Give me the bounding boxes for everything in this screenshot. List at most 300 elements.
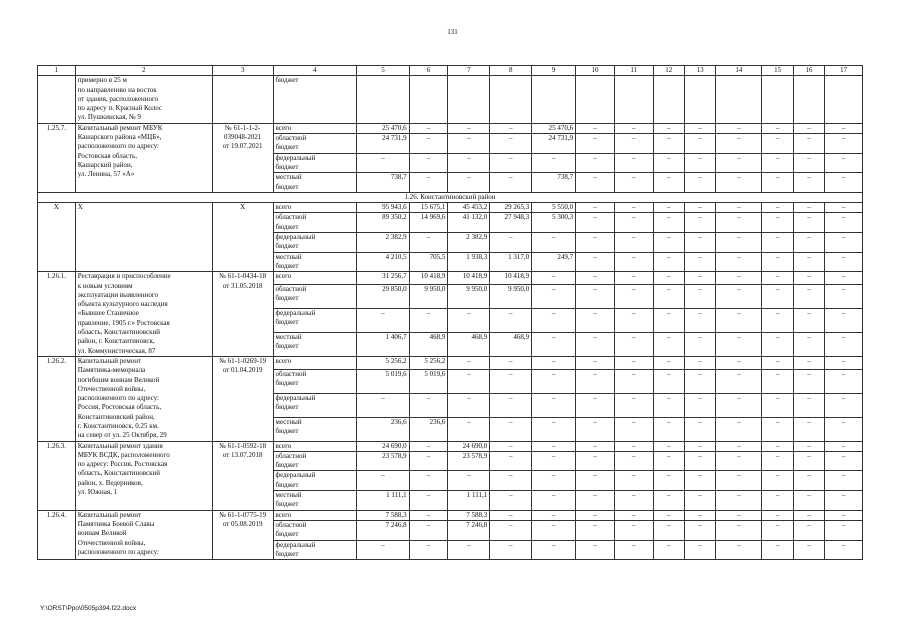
value-cell: 738,7 bbox=[532, 173, 576, 193]
header-cell: 13 bbox=[684, 66, 715, 76]
value-cell: – bbox=[357, 393, 409, 417]
value-cell: 23 578,9 bbox=[357, 451, 409, 471]
item-description: Капитальный ремонт МБУК Кашарского района «МЦБ», расположенного по адресу: Ростовская область, Кашарский район, ул. Ленина, 57 «А» bbox=[75, 123, 212, 192]
value-cell: 1 111,1 bbox=[357, 491, 409, 511]
value-cell: – bbox=[490, 393, 532, 417]
value-cell: 24 731,9 bbox=[532, 134, 576, 154]
value-cell: 23 578,9 bbox=[448, 451, 490, 471]
header-cell: 6 bbox=[409, 66, 448, 76]
value-cell: – bbox=[825, 510, 863, 520]
value-cell: – bbox=[762, 369, 793, 393]
value-cell: – bbox=[762, 173, 793, 193]
funding-source: всего bbox=[273, 272, 357, 285]
value-cell: – bbox=[576, 540, 615, 560]
value-cell: – bbox=[614, 520, 653, 540]
value-cell: 468,9 bbox=[448, 332, 490, 356]
value-cell: 236,6 bbox=[409, 417, 448, 441]
item-document: № 61-1-1-2- 039048-2021 от 19.07.2021 bbox=[212, 123, 273, 192]
value-cell: – bbox=[532, 393, 576, 417]
value-cell: – bbox=[490, 308, 532, 332]
value-cell: – bbox=[716, 252, 762, 272]
item-number: 1.26.2. bbox=[38, 356, 76, 441]
value-cell: 24 690,0 bbox=[357, 441, 409, 451]
value-cell: – bbox=[490, 441, 532, 451]
value-cell: – bbox=[576, 356, 615, 369]
value-cell: – bbox=[762, 134, 793, 154]
value-cell: 1 111,1 bbox=[448, 491, 490, 511]
value-cell: – bbox=[793, 540, 824, 560]
value-cell: – bbox=[716, 471, 762, 491]
value-cell: – bbox=[653, 203, 684, 213]
value-cell: – bbox=[716, 369, 762, 393]
funding-source: федеральный бюджет bbox=[273, 540, 357, 560]
funding-source: всего bbox=[273, 203, 357, 213]
value-cell: – bbox=[762, 356, 793, 369]
value-cell: – bbox=[684, 173, 715, 193]
item-document: № 61-1-0775-19 от 05.08.2019 bbox=[212, 510, 273, 559]
table-row bbox=[38, 356, 863, 369]
value-cell: – bbox=[793, 491, 824, 511]
header-cell: 5 bbox=[357, 66, 409, 76]
funding-source: областной бюджет bbox=[273, 451, 357, 471]
value-cell: – bbox=[825, 393, 863, 417]
value-cell: – bbox=[409, 393, 448, 417]
value-cell: 4 210,5 bbox=[357, 252, 409, 272]
value-cell: – bbox=[762, 451, 793, 471]
funding-source: федеральный бюджет bbox=[273, 471, 357, 491]
value-cell: – bbox=[653, 369, 684, 393]
value-cell: – bbox=[614, 356, 653, 369]
value-cell: – bbox=[576, 510, 615, 520]
value-cell: – bbox=[793, 272, 824, 285]
value-cell: – bbox=[653, 284, 684, 308]
value-cell: – bbox=[532, 451, 576, 471]
value-cell: – bbox=[653, 308, 684, 332]
value-cell: – bbox=[532, 510, 576, 520]
value-cell: – bbox=[762, 203, 793, 213]
value-cell: – bbox=[762, 441, 793, 451]
value-cell: – bbox=[448, 308, 490, 332]
value-cell: – bbox=[532, 332, 576, 356]
value-cell: – bbox=[825, 252, 863, 272]
value-cell: – bbox=[614, 393, 653, 417]
budget-table bbox=[37, 65, 863, 560]
value-cell: – bbox=[793, 332, 824, 356]
funding-source: областной бюджет bbox=[273, 284, 357, 308]
value-cell: – bbox=[409, 308, 448, 332]
value-cell: 7 588,3 bbox=[448, 510, 490, 520]
value-cell: – bbox=[716, 203, 762, 213]
value-cell: – bbox=[684, 510, 715, 520]
value-cell: 738,7 bbox=[357, 173, 409, 193]
value-cell: – bbox=[409, 451, 448, 471]
value-cell: – bbox=[409, 173, 448, 193]
funding-source: областной бюджет bbox=[273, 134, 357, 154]
funding-source: местный бюджет bbox=[273, 252, 357, 272]
value-cell: – bbox=[825, 471, 863, 491]
value-cell: – bbox=[716, 272, 762, 285]
value-cell: – bbox=[762, 153, 793, 173]
funding-source: местный бюджет bbox=[273, 173, 357, 193]
value-cell: – bbox=[653, 417, 684, 441]
value-cell: – bbox=[762, 272, 793, 285]
value-cell: 29 850,0 bbox=[357, 284, 409, 308]
funding-source: федеральный бюджет bbox=[273, 153, 357, 173]
value-cell: 2 382,9 bbox=[357, 233, 409, 253]
value-cell: – bbox=[576, 451, 615, 471]
value-cell: – bbox=[793, 203, 824, 213]
value-cell: – bbox=[762, 284, 793, 308]
header-cell: 15 bbox=[762, 66, 793, 76]
value-cell: 10 418,9 bbox=[490, 272, 532, 285]
value-cell: – bbox=[716, 451, 762, 471]
header-cell: 8 bbox=[490, 66, 532, 76]
table-row bbox=[38, 203, 863, 213]
value-cell: – bbox=[825, 233, 863, 253]
value-cell: – bbox=[490, 471, 532, 491]
item-document: № 61-1-0269-19 от 01.04.2019 bbox=[212, 356, 273, 441]
value-cell: – bbox=[793, 441, 824, 451]
value-cell: – bbox=[576, 284, 615, 308]
value-cell: – bbox=[448, 173, 490, 193]
value-cell: – bbox=[576, 272, 615, 285]
funding-source: всего bbox=[273, 123, 357, 133]
value-cell: – bbox=[825, 134, 863, 154]
item-description: Реставрация и приспособление к новым условиям эксплуатации выявленного объекта культурного наследия «Бывшее Станичное правление, 1905 г.» Ростовская область, Константиновский район, г. Константиновск, ул. Коммунистическая, 87 bbox=[75, 272, 212, 357]
header-cell: 4 bbox=[273, 66, 357, 76]
value-cell: – bbox=[684, 213, 715, 233]
value-cell: – bbox=[576, 491, 615, 511]
value-cell: – bbox=[532, 284, 576, 308]
value-cell: 7 246,8 bbox=[448, 520, 490, 540]
value-cell: – bbox=[716, 393, 762, 417]
value-cell: – bbox=[532, 233, 576, 253]
funding-source: всего bbox=[273, 510, 357, 520]
value-cell: – bbox=[532, 491, 576, 511]
value-cell: – bbox=[409, 510, 448, 520]
value-cell: – bbox=[409, 491, 448, 511]
value-cell: – bbox=[653, 393, 684, 417]
value-cell: – bbox=[825, 451, 863, 471]
value-cell: – bbox=[684, 520, 715, 540]
value-cell: – bbox=[614, 491, 653, 511]
value-cell: 9 950,0 bbox=[490, 284, 532, 308]
item-number: 1.26.3. bbox=[38, 441, 76, 510]
value-cell: – bbox=[490, 123, 532, 133]
value-cell: – bbox=[762, 471, 793, 491]
value-cell: – bbox=[793, 471, 824, 491]
value-cell: 705,5 bbox=[409, 252, 448, 272]
value-cell: 7 246,8 bbox=[357, 520, 409, 540]
value-cell: – bbox=[576, 441, 615, 451]
value-cell: – bbox=[825, 540, 863, 560]
value-cell: 5 300,3 bbox=[532, 213, 576, 233]
value-cell: – bbox=[762, 332, 793, 356]
value-cell: – bbox=[793, 284, 824, 308]
value-cell: – bbox=[793, 356, 824, 369]
header-cell: 16 bbox=[793, 66, 824, 76]
value-cell: – bbox=[490, 510, 532, 520]
value-cell: – bbox=[576, 332, 615, 356]
item-description: Капитальный ремонт Памятника-мемориала погибшим воинам Великой Отечественной войны, расположенного по адресу: Россия, Ростовская область, Константиновский район, г. Константиновск, 0.25 км. на север от ул. 25 Октября, 29 bbox=[75, 356, 212, 441]
value-cell: – bbox=[409, 233, 448, 253]
value-cell: – bbox=[614, 123, 653, 133]
value-cell: – bbox=[409, 520, 448, 540]
value-cell: – bbox=[653, 356, 684, 369]
value-cell: 5 256,2 bbox=[409, 356, 448, 369]
header-cell: 2 bbox=[75, 66, 212, 76]
value-cell: – bbox=[716, 123, 762, 133]
value-cell: – bbox=[793, 233, 824, 253]
value-cell: – bbox=[490, 451, 532, 471]
table-row bbox=[38, 441, 863, 451]
value-cell: – bbox=[653, 491, 684, 511]
header-cell: 10 bbox=[576, 66, 615, 76]
value-cell: – bbox=[653, 252, 684, 272]
item-document: X bbox=[212, 203, 273, 272]
value-cell: 89 350,2 bbox=[357, 213, 409, 233]
value-cell: – bbox=[614, 510, 653, 520]
value-cell: – bbox=[614, 203, 653, 213]
value-cell: – bbox=[614, 417, 653, 441]
value-cell: – bbox=[793, 134, 824, 154]
value-cell: – bbox=[716, 441, 762, 451]
value-cell: – bbox=[716, 356, 762, 369]
value-cell: – bbox=[684, 369, 715, 393]
header-cell: 11 bbox=[614, 66, 653, 76]
value-cell: – bbox=[614, 369, 653, 393]
value-cell: – bbox=[762, 123, 793, 133]
value-cell: – bbox=[614, 252, 653, 272]
value-cell: – bbox=[614, 441, 653, 451]
value-cell: – bbox=[762, 308, 793, 332]
funding-source: федеральный бюджет bbox=[273, 308, 357, 332]
value-cell: – bbox=[576, 417, 615, 441]
value-cell: 15 675,1 bbox=[409, 203, 448, 213]
value-cell: – bbox=[409, 540, 448, 560]
value-cell: – bbox=[576, 471, 615, 491]
value-cell: – bbox=[448, 393, 490, 417]
value-cell: – bbox=[684, 332, 715, 356]
value-cell: – bbox=[653, 123, 684, 133]
value-cell: – bbox=[653, 233, 684, 253]
value-cell: 95 943,6 bbox=[357, 203, 409, 213]
value-cell: 5 019,6 bbox=[409, 369, 448, 393]
value-cell: – bbox=[684, 134, 715, 154]
value-cell: – bbox=[357, 308, 409, 332]
funding-source: областной бюджет bbox=[273, 369, 357, 393]
value-cell: – bbox=[684, 284, 715, 308]
value-cell: – bbox=[684, 393, 715, 417]
value-cell: – bbox=[684, 153, 715, 173]
value-cell: – bbox=[653, 520, 684, 540]
value-cell: – bbox=[825, 153, 863, 173]
value-cell: – bbox=[576, 520, 615, 540]
value-cell: 45 453,2 bbox=[448, 203, 490, 213]
value-cell: – bbox=[448, 417, 490, 441]
value-cell: – bbox=[653, 173, 684, 193]
value-cell: – bbox=[490, 233, 532, 253]
file-path-footer: Y:\ORST\Ppo\0505p394.f22.docx bbox=[40, 605, 137, 612]
value-cell: – bbox=[614, 272, 653, 285]
value-cell: – bbox=[762, 233, 793, 253]
value-cell: 2 382,9 bbox=[448, 233, 490, 253]
value-cell: 9 950,0 bbox=[409, 284, 448, 308]
item-description: Капитальный ремонт здания МБУК ВСДК, расположенного по адресу: Россия, Ростовская область, Константиновский район, х. Ведерников, ул. Южная, 1 bbox=[75, 441, 212, 510]
value-cell: – bbox=[448, 540, 490, 560]
value-cell: 29 265,3 bbox=[490, 203, 532, 213]
funding-source: всего bbox=[273, 356, 357, 369]
value-cell: 468,9 bbox=[490, 332, 532, 356]
header-cell: 1 bbox=[38, 66, 76, 76]
value-cell: – bbox=[793, 520, 824, 540]
item-number: 1.26.4. bbox=[38, 510, 76, 559]
value-cell: – bbox=[716, 153, 762, 173]
value-cell: – bbox=[614, 134, 653, 154]
value-cell: – bbox=[684, 441, 715, 451]
value-cell: – bbox=[793, 173, 824, 193]
value-cell: – bbox=[576, 203, 615, 213]
value-cell: 5 550,0 bbox=[532, 203, 576, 213]
value-cell: – bbox=[532, 369, 576, 393]
value-cell: – bbox=[614, 540, 653, 560]
header-cell: 12 bbox=[653, 66, 684, 76]
page-number: 131 bbox=[447, 28, 458, 36]
value-cell: – bbox=[684, 203, 715, 213]
value-cell: – bbox=[684, 540, 715, 560]
value-cell: – bbox=[532, 471, 576, 491]
value-cell: – bbox=[576, 213, 615, 233]
value-cell: – bbox=[825, 491, 863, 511]
value-cell: – bbox=[684, 451, 715, 471]
value-cell: – bbox=[762, 491, 793, 511]
value-cell: – bbox=[716, 417, 762, 441]
value-cell: – bbox=[684, 308, 715, 332]
value-cell: – bbox=[716, 540, 762, 560]
value-cell: – bbox=[532, 356, 576, 369]
table-row bbox=[38, 272, 863, 285]
value-cell: – bbox=[490, 134, 532, 154]
funding-source: всего bbox=[273, 441, 357, 451]
value-cell: – bbox=[532, 272, 576, 285]
value-cell: – bbox=[716, 233, 762, 253]
value-cell: – bbox=[532, 441, 576, 451]
value-cell: – bbox=[653, 153, 684, 173]
header-cell: 14 bbox=[716, 66, 762, 76]
continuation-description: примерно в 25 м по направлению на восток от здания, расположенного по адресу п. Красный Колос ул. Пушкинская, № 9 bbox=[75, 76, 212, 123]
value-cell: – bbox=[825, 308, 863, 332]
value-cell: 27 948,3 bbox=[490, 213, 532, 233]
value-cell: – bbox=[684, 356, 715, 369]
value-cell: – bbox=[448, 471, 490, 491]
value-cell: 1 406,7 bbox=[357, 332, 409, 356]
value-cell: – bbox=[716, 491, 762, 511]
value-cell: 9 950,0 bbox=[448, 284, 490, 308]
value-cell: – bbox=[825, 417, 863, 441]
value-cell: – bbox=[684, 252, 715, 272]
value-cell: – bbox=[532, 153, 576, 173]
value-cell: 25 470,6 bbox=[532, 123, 576, 133]
value-cell: – bbox=[448, 369, 490, 393]
value-cell: – bbox=[490, 153, 532, 173]
value-cell: – bbox=[409, 134, 448, 154]
section-row bbox=[38, 192, 863, 202]
value-cell: – bbox=[409, 123, 448, 133]
item-description: X bbox=[75, 203, 212, 272]
header-cell: 9 bbox=[532, 66, 576, 76]
value-cell: 14 969,6 bbox=[409, 213, 448, 233]
value-cell: – bbox=[684, 417, 715, 441]
value-cell: – bbox=[793, 510, 824, 520]
value-cell: – bbox=[653, 441, 684, 451]
value-cell: – bbox=[653, 510, 684, 520]
value-cell: – bbox=[825, 441, 863, 451]
value-cell: – bbox=[576, 252, 615, 272]
value-cell: – bbox=[614, 471, 653, 491]
value-cell: – bbox=[716, 284, 762, 308]
item-number: 1.25.7. bbox=[38, 123, 76, 192]
table-row bbox=[38, 510, 863, 520]
value-cell: – bbox=[825, 272, 863, 285]
value-cell: – bbox=[532, 308, 576, 332]
value-cell: – bbox=[448, 134, 490, 154]
value-cell: 1 317,0 bbox=[490, 252, 532, 272]
value-cell: – bbox=[448, 153, 490, 173]
header-cell: 7 bbox=[448, 66, 490, 76]
value-cell: – bbox=[793, 451, 824, 471]
value-cell: – bbox=[825, 332, 863, 356]
value-cell: – bbox=[653, 471, 684, 491]
item-document: № 61-1-0592-18 от 13.07.2018 bbox=[212, 441, 273, 510]
value-cell: – bbox=[684, 233, 715, 253]
item-document: № 61-1-0434-18 от 31.05.2018 bbox=[212, 272, 273, 357]
value-cell: – bbox=[762, 252, 793, 272]
value-cell: 31 256,7 bbox=[357, 272, 409, 285]
funding-source: местный бюджет bbox=[273, 332, 357, 356]
value-cell: – bbox=[653, 134, 684, 154]
value-cell: – bbox=[684, 491, 715, 511]
funding-source: федеральный бюджет bbox=[273, 393, 357, 417]
value-cell: – bbox=[614, 451, 653, 471]
section-title: 1.26. Константиновский район bbox=[38, 192, 863, 202]
value-cell: 10 418,9 bbox=[409, 272, 448, 285]
table-row bbox=[38, 123, 863, 133]
header-cell: 17 bbox=[825, 66, 863, 76]
value-cell: 1 938,3 bbox=[448, 252, 490, 272]
value-cell: – bbox=[653, 540, 684, 560]
value-cell: 25 470,6 bbox=[357, 123, 409, 133]
value-cell: – bbox=[793, 369, 824, 393]
value-cell: – bbox=[490, 356, 532, 369]
value-cell: – bbox=[684, 123, 715, 133]
value-cell: – bbox=[614, 233, 653, 253]
value-cell: – bbox=[409, 471, 448, 491]
value-cell: – bbox=[576, 123, 615, 133]
value-cell: – bbox=[576, 308, 615, 332]
value-cell: – bbox=[762, 417, 793, 441]
value-cell: – bbox=[762, 520, 793, 540]
value-cell: – bbox=[614, 153, 653, 173]
value-cell: – bbox=[762, 510, 793, 520]
header-cell: 3 bbox=[212, 66, 273, 76]
value-cell: – bbox=[793, 393, 824, 417]
value-cell: – bbox=[357, 540, 409, 560]
funding-source: местный бюджет bbox=[273, 417, 357, 441]
value-cell: – bbox=[490, 491, 532, 511]
item-number: 1.26.1. bbox=[38, 272, 76, 357]
value-cell: – bbox=[576, 173, 615, 193]
value-cell: – bbox=[576, 153, 615, 173]
